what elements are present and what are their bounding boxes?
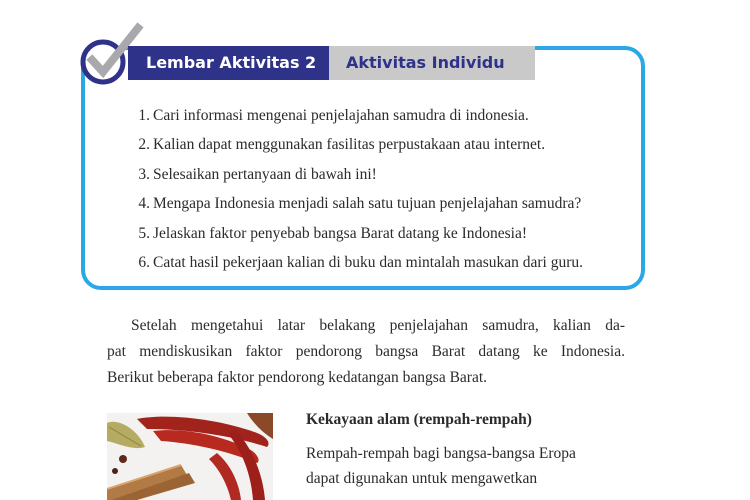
section-line: Rempah-rempah bagi bangsa-bangsa Eropa xyxy=(306,445,576,462)
list-item xyxy=(118,248,583,277)
list-item xyxy=(118,160,583,189)
activity-sheet-tab xyxy=(128,46,329,80)
activity-sheet-title: Lembar Aktivitas 2 xyxy=(146,53,317,72)
paragraph-line: pat mendiskusikan faktor pendorong bangsa Barat datang ke Indonesia. xyxy=(107,343,625,360)
item-number: 4. xyxy=(138,195,150,213)
item-number: 6. xyxy=(138,253,150,271)
item-number: 5. xyxy=(138,224,150,242)
item-text: Mengapa Indonesia menjadi salah satu tujuan penjelajahan samudra? xyxy=(153,195,582,213)
item-text: Kalian dapat menggunakan fasilitas perpustakaan atau internet. xyxy=(153,136,546,154)
item-number: 1. xyxy=(138,107,150,124)
activity-type-label: Aktivitas Individu xyxy=(346,53,505,72)
list-item xyxy=(118,189,583,218)
item-text: Catat hasil pekerjaan kalian di buku dan mintalah masukan dari guru. xyxy=(153,253,583,271)
item-number: 3. xyxy=(138,165,150,183)
activity-list xyxy=(118,101,583,277)
paragraph-line: Setelah mengetahui latar belakang penjelajahan samudra, kalian da- xyxy=(131,317,625,334)
item-number: 2. xyxy=(138,136,150,154)
body-paragraph xyxy=(107,313,625,391)
paragraph-line: Berikut beberapa faktor pendorong kedatangan bangsa Barat. xyxy=(107,369,488,386)
spices-photo xyxy=(107,413,273,500)
activity-type-tab xyxy=(329,46,535,80)
item-text: Selesaikan pertanyaan di bawah ini! xyxy=(153,165,377,183)
list-item xyxy=(118,219,583,248)
section-title: Kekayaan alam (rempah-rempah) xyxy=(306,411,532,428)
section-text xyxy=(306,441,646,491)
item-text: Cari informasi mengenai penjelajahan samudra di indonesia. xyxy=(153,107,529,124)
section-line: dapat digunakan untuk mengawetkan xyxy=(306,470,538,487)
list-item xyxy=(118,130,583,159)
item-text: Jelaskan faktor penyebab bangsa Barat datang ke Indonesia! xyxy=(153,224,528,242)
list-item xyxy=(118,101,583,130)
